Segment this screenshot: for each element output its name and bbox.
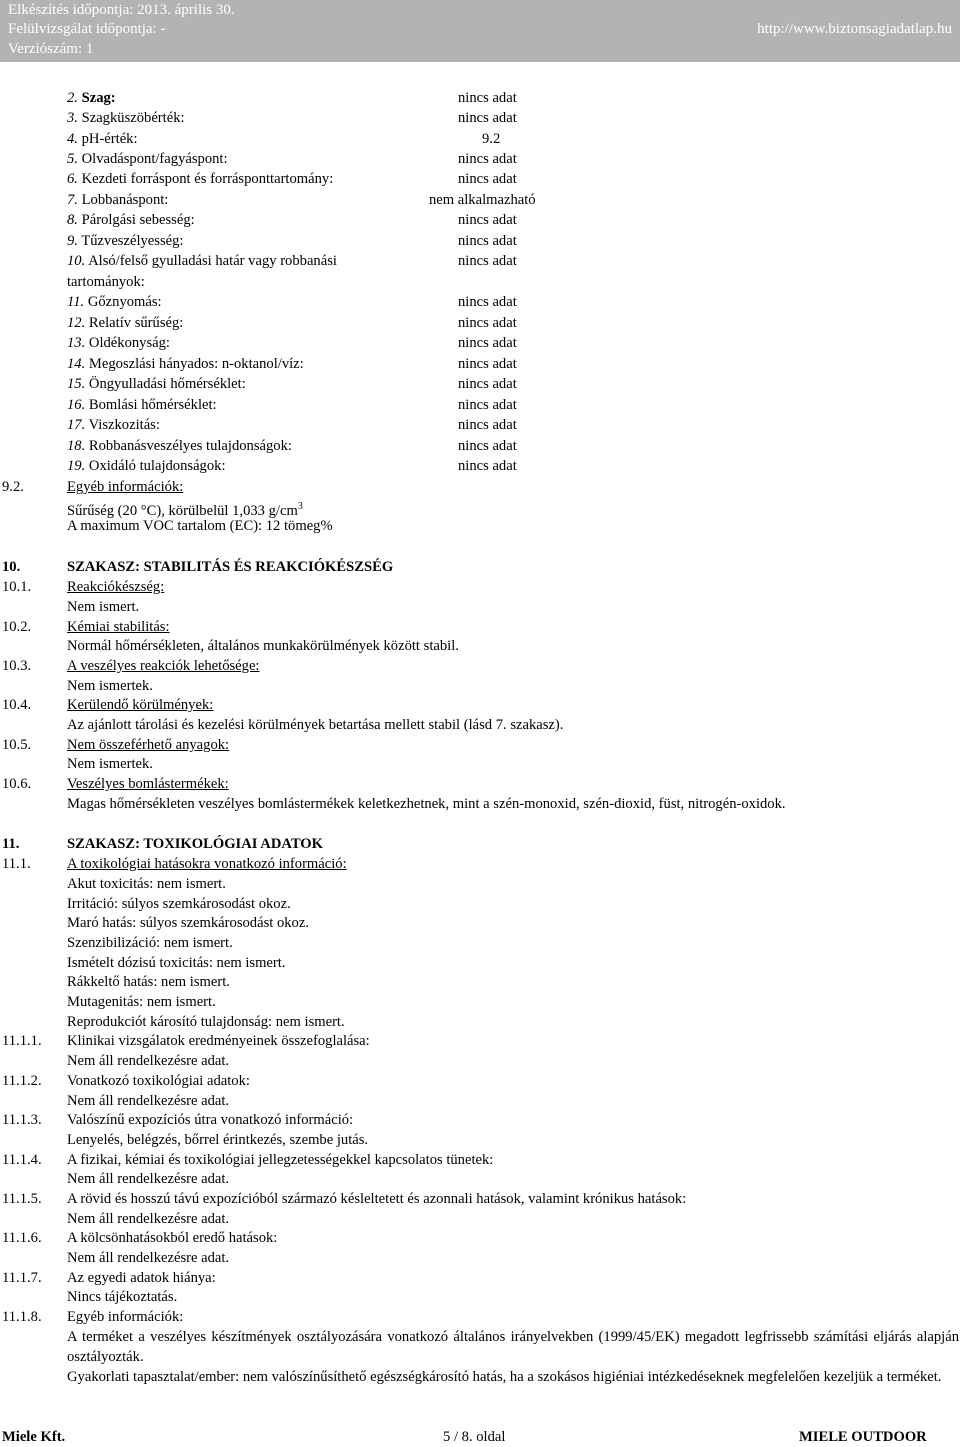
subsection-number: 11.1.4. bbox=[2, 1152, 42, 1168]
subsection-text: Nem áll rendelkezésre adat. bbox=[67, 1211, 230, 1227]
property-label: 17. Viszkozitás: bbox=[67, 417, 160, 433]
property-label: 19. Oxidáló tulajdonságok: bbox=[67, 458, 226, 474]
property-value: nincs adat bbox=[458, 294, 517, 310]
subsection-title: Valószínű expozíciós útra vonatkozó információ: bbox=[67, 1112, 354, 1128]
footer-brand: MIELE OUTDOOR bbox=[799, 1429, 927, 1445]
voc-text: A maximum VOC tartalom (EC): 12 tömeg% bbox=[67, 518, 333, 534]
tox-line: Mutagenitás: nem ismert. bbox=[67, 994, 216, 1010]
subsection-number: 11.1. bbox=[2, 856, 31, 872]
property-value: nincs adat bbox=[458, 212, 517, 228]
property-value: nincs adat bbox=[458, 438, 517, 454]
subsection-number: 11.1.2. bbox=[2, 1073, 42, 1089]
property-value: nincs adat bbox=[458, 417, 517, 433]
subsection-text: Nincs tájékoztatás. bbox=[67, 1289, 178, 1305]
subsection-number: 10.1. bbox=[2, 579, 32, 595]
property-value: nincs adat bbox=[458, 151, 517, 167]
property-value: nincs adat bbox=[458, 356, 517, 372]
subsection-number: 11.1.7. bbox=[2, 1270, 42, 1286]
property-label: 9. Tűzveszélyesség: bbox=[67, 233, 184, 249]
property-label: 3. Szagküszöbérték: bbox=[67, 110, 185, 126]
property-value: nincs adat bbox=[458, 315, 517, 331]
subsection-title: A rövid és hosszú távú expozícióból származó késleltetett és azonnali hatások, valamint krónikus hatások: bbox=[67, 1191, 687, 1207]
subsection-title: Nem összeférhető anyagok: bbox=[67, 737, 230, 753]
subsection-number: 11.1.1. bbox=[2, 1033, 42, 1049]
property-label: 8. Párolgási sebesség: bbox=[67, 212, 195, 228]
subsection-text: Nem ismertek. bbox=[67, 756, 153, 772]
subsection-number: 10.2. bbox=[2, 619, 32, 635]
subsection-title: A kölcsönhatásokból eredő hatások: bbox=[67, 1230, 278, 1246]
subsection-number: 10.3. bbox=[2, 658, 32, 674]
subsection-number: 11.1.3. bbox=[2, 1112, 42, 1128]
experience-paragraph: Gyakorlati tapasztalat/ember: nem valószínűsíthető egészségkárosító hatás, ha a szokásos higiéniai intézkedéseknek megfelelően kezeljük a terméket. bbox=[67, 1369, 942, 1385]
subsection-text: Lenyelés, belégzés, bőrrel érintkezés, szembe jutás. bbox=[67, 1132, 369, 1148]
classification-paragraph: A terméket a veszélyes készítmények osztályozására vonatkozó általános irányelvekben (1999/45/EK) megadott legfrissebb számítási eljárás alapján osztályozták. bbox=[67, 1329, 959, 1365]
subsection-number: 10.5. bbox=[2, 737, 32, 753]
tox-line: Irritáció: súlyos szemkárosodást okoz. bbox=[67, 896, 291, 912]
property-value: nincs adat bbox=[458, 376, 517, 392]
subsection-title: Klinikai vizsgálatok eredményeinek összefoglalása: bbox=[67, 1033, 370, 1049]
density-text: Sűrűség (20 °C), körülbelül 1,033 $g/cm^3$ bbox=[67, 501, 303, 519]
property-label: 13. Oldékonyság: bbox=[67, 335, 170, 351]
tox-line: Reprodukciót károsító tulajdonság: nem ismert. bbox=[67, 1014, 345, 1030]
property-label: tartományok: bbox=[67, 274, 145, 290]
subsection-text: Nem ismert. bbox=[67, 599, 140, 615]
version-number: Verziószám: 1 bbox=[8, 41, 94, 57]
subsection-title: Veszélyes bomlástermékek: bbox=[67, 776, 229, 792]
website-link[interactable]: http://www.biztonsagiadatlap.hu bbox=[757, 21, 952, 37]
subsection-number: 11.1.5. bbox=[2, 1191, 42, 1207]
property-value: nincs adat bbox=[458, 171, 517, 187]
footer-page-number: 5 / 8. oldal bbox=[443, 1429, 506, 1445]
subsection-number: 10.6. bbox=[2, 776, 32, 792]
property-label: 6. Kezdeti forráspont és forrásponttartomány: bbox=[67, 171, 334, 187]
tox-line: Szenzibilizáció: nem ismert. bbox=[67, 935, 233, 951]
property-value: nincs adat bbox=[458, 110, 517, 126]
property-label: 10. Alsó/felső gyulladási határ vagy robbanási bbox=[67, 253, 337, 269]
property-label: 7. Lobbanáspont: bbox=[67, 192, 169, 208]
property-value: nincs adat bbox=[458, 233, 517, 249]
property-label: 2. Szag: bbox=[67, 90, 116, 106]
prepared-date: Elkészítés időpontja: 2013. április 30. bbox=[8, 2, 235, 18]
property-value: 9.2 bbox=[482, 131, 501, 147]
property-label: 18. Robbanásveszélyes tulajdonságok: bbox=[67, 438, 292, 454]
review-date: Felülvizsgálat időpontja: - bbox=[8, 21, 166, 37]
tox-line: Maró hatás: súlyos szemkárosodást okoz. bbox=[67, 915, 309, 931]
tox-line: Ismételt dózisú toxicitás: nem ismert. bbox=[67, 955, 286, 971]
subsection-title: A fizikai, kémiai és toxikológiai jellegzetességekkel kapcsolatos tünetek: bbox=[67, 1152, 494, 1168]
property-label: 14. Megoszlási hányados: n-oktanol/víz: bbox=[67, 356, 304, 372]
property-label: 16. Bomlási hőmérséklet: bbox=[67, 397, 217, 413]
subsection-title: Egyéb információk: bbox=[67, 479, 184, 495]
subsection-text: Magas hőmérsékleten veszélyes bomlástermékek keletkezhetnek, mint a szén-monoxid, szén-dioxid, füst, nitrogén-oxidok. bbox=[67, 796, 786, 812]
property-label: 15. Öngyulladási hőmérséklet: bbox=[67, 376, 246, 392]
subsection-number: 10.4. bbox=[2, 697, 32, 713]
subsection-number: 9.2. bbox=[2, 479, 24, 495]
property-value: nincs adat bbox=[458, 253, 517, 269]
tox-line: Akut toxicitás: nem ismert. bbox=[67, 876, 226, 892]
property-label: 4. pH-érték: bbox=[67, 131, 138, 147]
footer-company: Miele Kft. bbox=[2, 1429, 66, 1445]
subsection-title: A veszélyes reakciók lehetősége: bbox=[67, 658, 260, 674]
section-number: 10. bbox=[2, 559, 21, 575]
subsection-title: Reakciókészség: bbox=[67, 579, 165, 595]
property-label: 12. Relatív sűrűség: bbox=[67, 315, 184, 331]
subsection-number: 11.1.8. bbox=[2, 1309, 42, 1325]
property-value: nincs adat bbox=[458, 90, 517, 106]
section-title: SZAKASZ: TOXIKOLÓGIAI ADATOK bbox=[67, 836, 324, 852]
property-label: 5. Olvadáspont/fagyáspont: bbox=[67, 151, 228, 167]
subsection-text: Nem áll rendelkezésre adat. bbox=[67, 1093, 230, 1109]
subsection-title: Kémiai stabilitás: bbox=[67, 619, 170, 635]
subsection-title: Az egyedi adatok hiánya: bbox=[67, 1270, 216, 1286]
subsection-title: A toxikológiai hatásokra vonatkozó információ: bbox=[67, 856, 347, 872]
subsection-text: Nem áll rendelkezésre adat. bbox=[67, 1053, 230, 1069]
subsection-text: Nem áll rendelkezésre adat. bbox=[67, 1171, 230, 1187]
subsection-text: Normál hőmérsékleten, általános munkakörülmények között stabil. bbox=[67, 638, 459, 654]
page-header bbox=[0, 0, 960, 62]
subsection-text: Nem ismertek. bbox=[67, 678, 153, 694]
property-value: nem alkalmazható bbox=[429, 192, 536, 208]
subsection-title: Kerülendő körülmények: bbox=[67, 697, 214, 713]
subsection-text: Az ajánlott tárolási és kezelési körülmények betartása mellett stabil (lásd 7. szakasz). bbox=[67, 717, 564, 733]
section-number: 11. bbox=[2, 836, 20, 852]
subsection-title: Vonatkozó toxikológiai adatok: bbox=[67, 1073, 250, 1089]
property-label: 11. Gőznyomás: bbox=[67, 294, 162, 310]
subsection-text: Nem áll rendelkezésre adat. bbox=[67, 1250, 230, 1266]
subsection-number: 11.1.6. bbox=[2, 1230, 42, 1246]
property-value: nincs adat bbox=[458, 335, 517, 351]
section-title: SZAKASZ: STABILITÁS ÉS REAKCIÓKÉSZSÉG bbox=[67, 559, 394, 575]
property-value: nincs adat bbox=[458, 397, 517, 413]
subsection-title: Egyéb információk: bbox=[67, 1309, 184, 1325]
tox-line: Rákkeltő hatás: nem ismert. bbox=[67, 974, 230, 990]
property-value: nincs adat bbox=[458, 458, 517, 474]
